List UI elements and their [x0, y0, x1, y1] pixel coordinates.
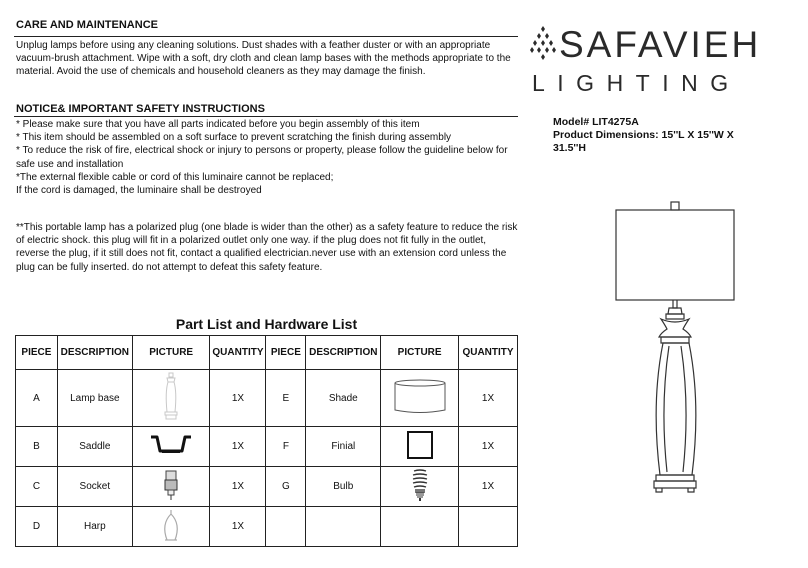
harp-icon: [157, 508, 185, 542]
column-header: QUANTITY: [459, 336, 518, 370]
column-header: PIECE: [266, 336, 306, 370]
divider: [14, 116, 518, 117]
care-title: CARE AND MAINTENANCE: [16, 19, 158, 31]
picture-cell: [132, 467, 210, 507]
quantity-cell: 1X: [210, 427, 266, 467]
piece-cell: D: [16, 507, 58, 547]
notice-line: * This item should be assembled on a soft surface to prevent scratching the finish during assembly: [16, 132, 452, 144]
picture-cell: [132, 507, 210, 547]
brand-name: SAFAVIEH: [559, 24, 762, 65]
finial-icon: [406, 430, 434, 460]
bulb-icon: [409, 468, 431, 502]
product-info: [553, 116, 753, 155]
column-header: PICTURE: [132, 336, 210, 370]
piece-cell: [266, 507, 306, 547]
picture-cell: [381, 507, 459, 547]
description-cell: Socket: [57, 467, 132, 507]
chandelier-logo-icon: [530, 26, 556, 64]
notice-line: *The external flexible cable or cord of this luminaire cannot be replaced;: [16, 171, 334, 183]
column-header: PICTURE: [381, 336, 459, 370]
description-cell: Shade: [306, 370, 381, 427]
parts-table: [15, 335, 518, 547]
quantity-cell: 1X: [210, 507, 266, 547]
table-row: [16, 370, 518, 427]
polarized-plug-text: **This portable lamp has a polarized plug (one blade is wider than the other) as a safety feature to reduce the risk of electric shock. this plug will fit in a polarized outlet only one way. if the plug does not fit fully in the outlet, reverse the plug, if it still does not fit, contact a qualified electrician.never use with an extension cord unless the plug can be fully inserted. do not attempt to defeat this safety feature.: [16, 222, 518, 273]
parts-title: Part List and Hardware List: [175, 316, 358, 332]
lamp-base-icon: [156, 371, 186, 423]
piece-cell: B: [16, 427, 58, 467]
brand-subtitle: LIGHTING: [532, 70, 741, 96]
socket-icon: [161, 469, 181, 501]
column-header: PIECE: [16, 336, 58, 370]
care-text: Unplug lamps before using any cleaning solutions. Dust shades with a feather duster or with an appropriate vacuum-brush attachment. Wipe with a soft, dry cloth and clean lamp bases with the methods appropriate to the material. Avoid the use of chemicals and household cleaners as they may damage the finish.: [16, 40, 511, 78]
quantity-cell: 1X: [459, 370, 518, 427]
description-cell: Lamp base: [57, 370, 132, 427]
piece-cell: A: [16, 370, 58, 427]
picture-cell: [381, 427, 459, 467]
model-number: Model# LIT4275A: [553, 116, 639, 128]
notice-line: * To reduce the risk of fire, electrical shock or injury to persons or property, please follow the guideline below for safe use and installation: [16, 145, 508, 170]
description-cell: Saddle: [57, 427, 132, 467]
product-dimensions: Product Dimensions: 15''L X 15''W X 31.5''H: [553, 129, 734, 154]
quantity-cell: [459, 507, 518, 547]
quantity-cell: 1X: [459, 427, 518, 467]
column-header: QUANTITY: [210, 336, 266, 370]
notice-list: [16, 118, 518, 197]
quantity-cell: 1X: [210, 467, 266, 507]
saddle-icon: [148, 431, 194, 459]
divider: [14, 36, 518, 37]
column-header: DESCRIPTION: [306, 336, 381, 370]
picture-cell: [132, 370, 210, 427]
piece-cell: G: [266, 467, 306, 507]
piece-cell: E: [266, 370, 306, 427]
description-cell: [306, 507, 381, 547]
lamp-drawing-icon: [606, 200, 746, 500]
description-cell: Finial: [306, 427, 381, 467]
picture-cell: [132, 427, 210, 467]
notice-line: If the cord is damaged, the luminaire shall be destroyed: [16, 185, 262, 197]
piece-cell: C: [16, 467, 58, 507]
notice-line: * Please make sure that you have all parts indicated before you begin assembly of this item: [16, 119, 420, 130]
description-cell: Harp: [57, 507, 132, 547]
picture-cell: [381, 467, 459, 507]
piece-cell: F: [266, 427, 306, 467]
table-row: [16, 507, 518, 547]
description-cell: Bulb: [306, 467, 381, 507]
quantity-cell: 1X: [210, 370, 266, 427]
picture-cell: [381, 370, 459, 427]
table-header-row: [16, 336, 518, 370]
table-row: [16, 427, 518, 467]
table-row: [16, 467, 518, 507]
column-header: DESCRIPTION: [57, 336, 132, 370]
shade-icon: [392, 378, 448, 416]
quantity-cell: 1X: [459, 467, 518, 507]
notice-title: NOTICE& IMPORTANT SAFETY INSTRUCTIONS: [16, 103, 265, 115]
